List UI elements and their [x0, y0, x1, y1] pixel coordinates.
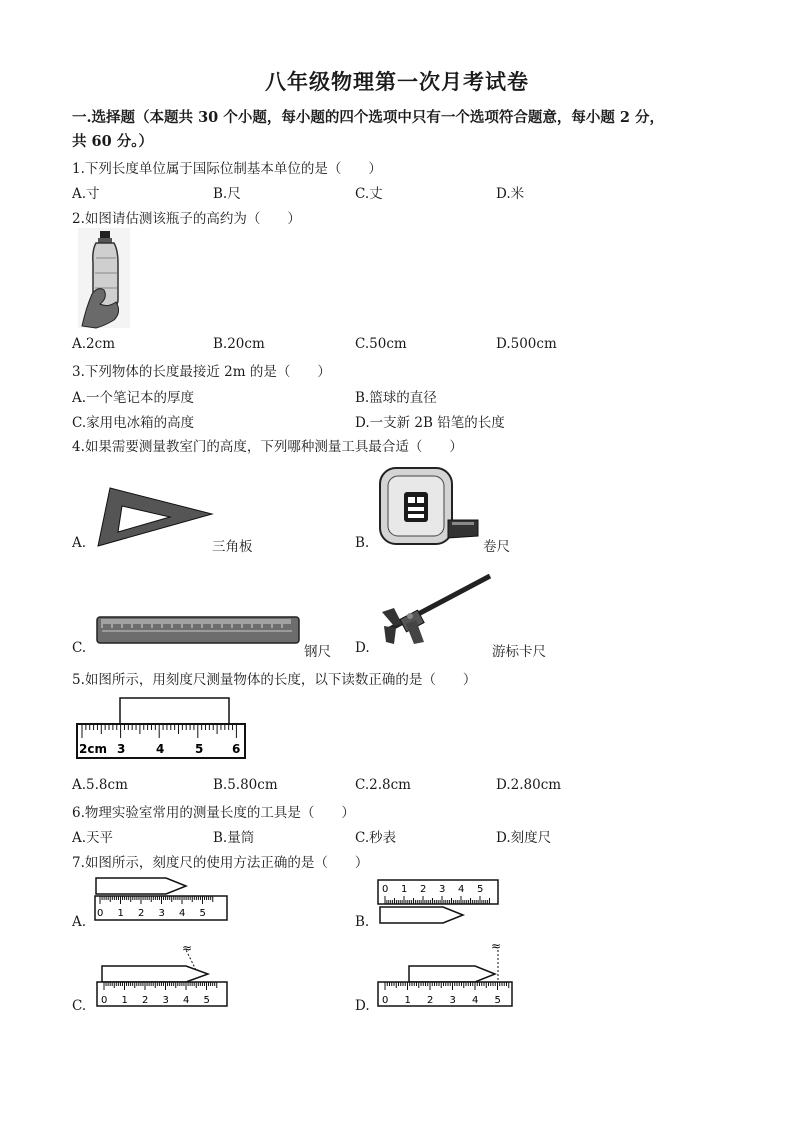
q7-figure-b [377, 879, 501, 925]
q7-figure-d [377, 940, 517, 1008]
ruler-label: 3 [162, 995, 169, 1006]
q3-option-a[interactable]: A.一个笔记本的厚度 [72, 390, 195, 406]
question-3-stem: 3.下列物体的长度最接近 2m 的是（ ） [72, 364, 331, 380]
q1-option-a[interactable]: A.寸 [72, 186, 100, 202]
q7-option-b[interactable]: B. [355, 914, 370, 930]
q7-option-c[interactable]: C. [72, 998, 87, 1014]
ruler-label: 3 [439, 884, 446, 895]
ruler-label: 3 [158, 908, 165, 919]
eye-icon: ≈ [182, 941, 193, 955]
ruler-label: 1 [401, 884, 408, 895]
ruler-label: 4 [458, 884, 465, 895]
ruler-label: 2 [420, 884, 427, 895]
q4-option-d[interactable]: D. [355, 640, 370, 656]
ruler-label-4: 4 [156, 742, 165, 756]
question-4-stem: 4.如果需要测量教室门的高度，下列哪种测量工具最合适（ ） [72, 439, 463, 455]
q1-option-b[interactable]: B.尺 [213, 186, 241, 202]
vernier-caliper-image [380, 572, 492, 648]
q5-option-b[interactable]: B.5.80cm [213, 777, 278, 793]
measured-block [120, 698, 229, 724]
ruler-label: 0 [382, 884, 389, 895]
q2-option-b[interactable]: B.20cm [213, 336, 265, 352]
q7-figure-a [94, 876, 230, 924]
triangle-ruler-image [96, 486, 214, 548]
tape-measure-image [378, 466, 482, 548]
q4-tool-name-d: 游标卡尺 [492, 644, 546, 660]
q7-option-a[interactable]: A. [72, 914, 87, 930]
eye-icon: ≈ [491, 939, 502, 953]
ruler-label: 1 [121, 995, 128, 1006]
ruler-label: 3 [449, 995, 456, 1006]
ruler-label: 2 [138, 908, 145, 919]
question-1-stem: 1.下列长度单位属于国际位制基本单位的是（ ） [72, 161, 382, 177]
ruler-label: 2 [427, 995, 434, 1006]
q4-tool-name-c: 钢尺 [304, 644, 331, 660]
question-2-stem: 2.如图请估测该瓶子的高约为（ ） [72, 211, 301, 227]
q2-option-c[interactable]: C.50cm [355, 336, 407, 352]
ruler-label: 5 [203, 995, 210, 1006]
section-heading-line2: 共 60 分。） [72, 133, 154, 150]
q4-option-b[interactable]: B. [355, 535, 370, 551]
ruler-label: 5 [199, 908, 206, 919]
q5-ruler-figure [76, 696, 246, 760]
question-7-stem: 7.如图所示，刻度尺的使用方法正确的是（ ） [72, 855, 369, 871]
q3-option-b[interactable]: B.篮球的直径 [355, 390, 437, 406]
q1-option-d[interactable]: D.米 [496, 186, 525, 202]
ruler-label: 2 [142, 995, 149, 1006]
ruler-label: 4 [472, 995, 479, 1006]
ruler-label-3: 3 [117, 742, 126, 756]
q6-option-d[interactable]: D.刻度尺 [496, 830, 552, 846]
ruler-label: 5 [494, 995, 501, 1006]
ruler-label: 5 [477, 884, 484, 895]
q7-option-d[interactable]: D. [355, 998, 370, 1014]
ruler-label: 4 [179, 908, 186, 919]
ruler-label-2cm: 2cm [79, 742, 107, 756]
q4-tool-name-a: 三角板 [212, 539, 253, 555]
section-heading-line1: 一.选择题（本题共 30 个小题，每小题的四个选项中只有一个选项符合题意，每小题 2 分， [72, 109, 665, 126]
q5-option-a[interactable]: A.5.8cm [72, 777, 128, 793]
q4-option-c[interactable]: C. [72, 640, 87, 656]
ruler-label: 1 [404, 995, 411, 1006]
question-6-stem: 6.物理实验室常用的测量长度的工具是（ ） [72, 805, 355, 821]
q6-option-a[interactable]: A.天平 [72, 830, 114, 846]
q4-tool-name-b: 卷尺 [483, 539, 510, 555]
question-5-stem: 5.如图所示，用刻度尺测量物体的长度，以下读数正确的是（ ） [72, 672, 477, 688]
ruler-label-6: 6 [232, 742, 241, 756]
q3-option-c[interactable]: C.家用电冰箱的高度 [72, 415, 195, 431]
ruler-label: 1 [117, 908, 124, 919]
bottle-in-hand-image [78, 228, 130, 328]
ruler-label-5: 5 [195, 742, 204, 756]
q6-option-b[interactable]: B.量筒 [213, 830, 255, 846]
q7-figure-c [96, 942, 230, 1008]
q3-option-d[interactable]: D.一支新 2B 铅笔的长度 [355, 415, 505, 431]
ruler-label: 0 [382, 995, 389, 1006]
q6-option-c[interactable]: C.秒表 [355, 830, 397, 846]
q2-option-d[interactable]: D.500cm [496, 336, 557, 352]
q1-option-c[interactable]: C.丈 [355, 186, 383, 202]
ruler-label: 0 [97, 908, 104, 919]
ruler-label: 0 [101, 995, 108, 1006]
steel-ruler-image [96, 616, 300, 644]
q2-option-a[interactable]: A.2cm [72, 336, 115, 352]
page-title: 八年级物理第一次月考试卷 [265, 69, 529, 94]
ruler-label: 4 [183, 995, 190, 1006]
q5-option-c[interactable]: C.2.8cm [355, 777, 411, 793]
q4-option-a[interactable]: A. [72, 535, 87, 551]
q5-option-d[interactable]: D.2.80cm [496, 777, 562, 793]
